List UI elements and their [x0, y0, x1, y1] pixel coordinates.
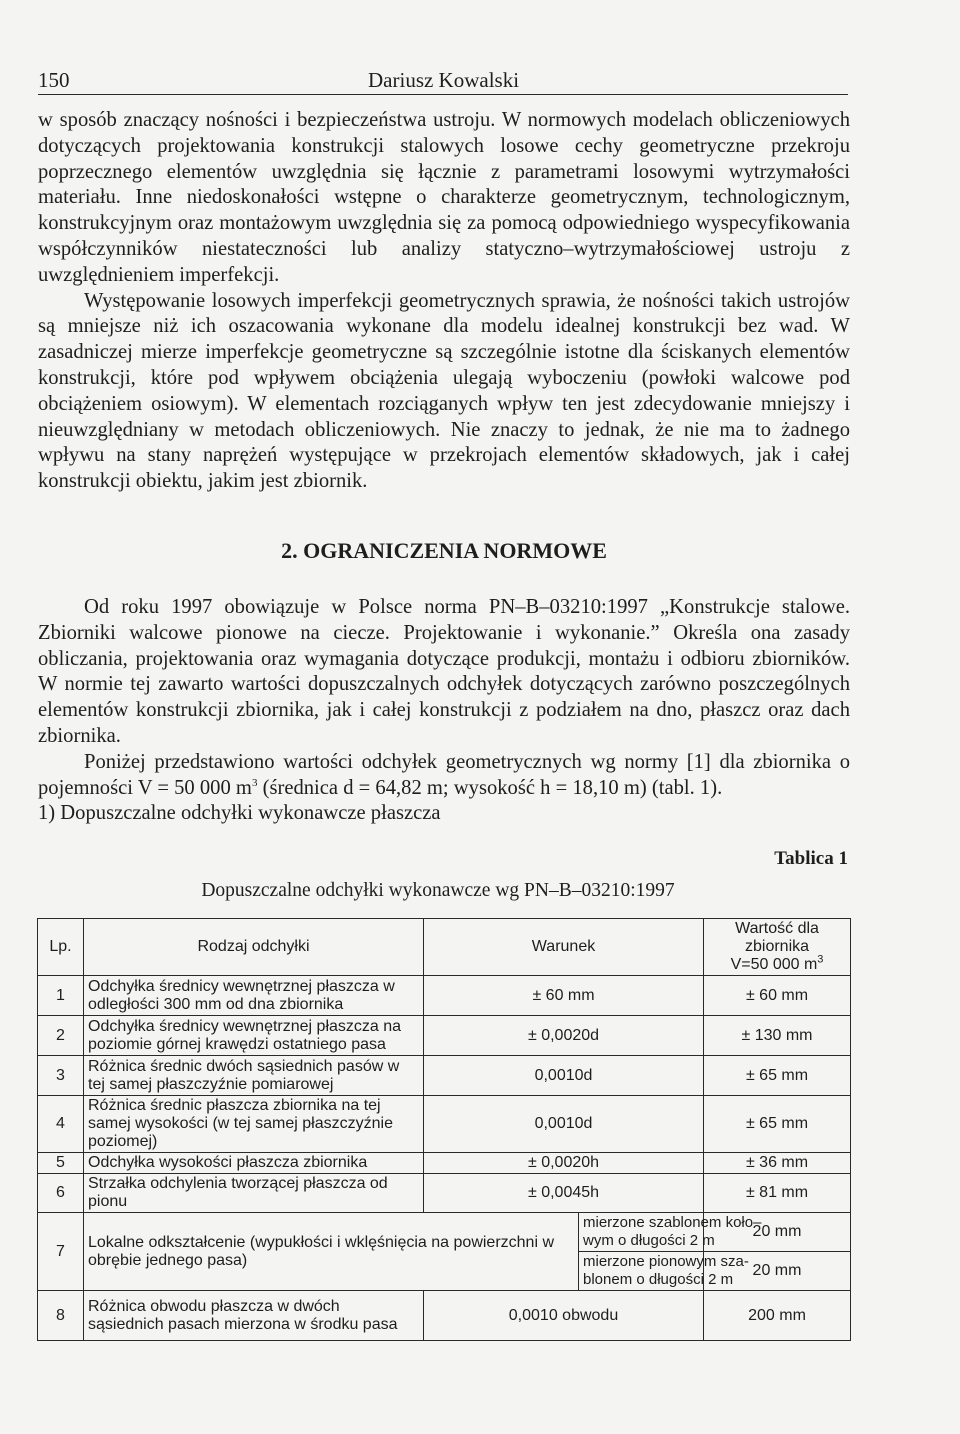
cell-type: Odchyłka średnicy wewnętrznej płaszcza na poziomie górnej krawędzi ostatniego pasa [84, 1016, 424, 1056]
cell-value: 200 mm [704, 1291, 851, 1341]
cell-lp: 2 [38, 1016, 84, 1056]
cell-type: Odchyłka wysokości płaszcza zbiornika [84, 1153, 424, 1174]
header-author: Dariusz Kowalski [368, 68, 520, 92]
table-row [38, 1096, 851, 1153]
cell-lp: 4 [38, 1096, 84, 1153]
table-number: Tablica 1 [774, 848, 848, 869]
cell-type: Odchyłka średnicy wewnętrznej płaszcza w odległości 300 mm od dna zbiornika [84, 976, 424, 1016]
body-text-2 [38, 595, 850, 827]
cell-lp: 7 [38, 1213, 84, 1291]
header-value-sup: 3 [817, 953, 824, 966]
cell-type: Różnica obwodu płaszcza w dwóch sąsiednich pasach mierzona w środku pasa [84, 1291, 424, 1341]
header-condition: Warunek [424, 919, 704, 976]
deviation-table [37, 918, 851, 1341]
table-row [38, 1153, 851, 1174]
cell-value: 20 mm [704, 1213, 851, 1252]
cell-condition: 0,0010 obwodu [424, 1291, 704, 1341]
volume-text-end: (średnica d = 64,82 m; wysokość h = 18,10 m) (tabl. 1). [257, 776, 723, 799]
subcondition-2a: mierzone pionowym sza- [583, 1253, 749, 1270]
header-value-line2: V=50 000 m [730, 956, 818, 973]
cell-value: ± 65 mm [704, 1056, 851, 1096]
subcondition-1b: wym o długości 2 m [583, 1232, 715, 1249]
cell-lp: 6 [38, 1174, 84, 1213]
cell-lp: 3 [38, 1056, 84, 1096]
cell-value: ± 65 mm [704, 1096, 851, 1153]
cell-lp: 5 [38, 1153, 84, 1174]
cell-condition: ± 0,0045h [424, 1174, 704, 1213]
table-row [38, 1016, 851, 1056]
cell-type: Lokalne odkształcenie (wypukłości i wklęśnięcia na powierzchni w obrębie jednego pasa) [84, 1213, 579, 1291]
cell-subcondition [579, 1252, 749, 1291]
paragraph-volume [38, 750, 850, 802]
cell-value: ± 36 mm [704, 1153, 851, 1174]
table-header-row [38, 919, 851, 976]
cell-lp: 1 [38, 976, 84, 1016]
cell-condition: ± 0,0020h [424, 1153, 704, 1174]
cell-value: ± 130 mm [704, 1016, 851, 1056]
cell-value: ± 81 mm [704, 1174, 851, 1213]
list-item: 1) Dopuszczalne odchyłki wykonawcze płaszcza [38, 802, 441, 825]
cell-condition: 0,0010d [424, 1096, 704, 1153]
paragraph: Występowanie losowych imperfekcji geometrycznych sprawia, że nośności takich ustrojów są mniejsze niż ich oszacowania wykonane dla modelu idealnej konstrukcji bez wad. W zasadniczej mierze imperfekcje geometryczne są szczególnie istotne dla ściskanych elementów konstrukcji, które pod wpływem obciążenia ulegają wyboczeniu (powłoki walcowe pod obciążeniem osiowym). W elementach rozciąganych wpływ ten jest zdecydowanie mniejszy i nieuwzględniany w metodach obliczeniowych. Nie znaczy to jednak, że nie ma to żadnego wpływu na stany naprężeń występujące w przekrojach elementów składowych, jak i całej konstrukcji obiektu, jakim jest zbiornik. [38, 289, 850, 493]
cell-lp: 8 [38, 1291, 84, 1341]
cell-condition: 0,0010d [424, 1056, 704, 1096]
table-row [38, 976, 851, 1016]
table-row [38, 1213, 851, 1252]
paragraph: Od roku 1997 obowiązuje w Polsce norma PN–B–03210:1997 „Konstrukcje stalowe. Zbiorniki walcowe pionowe na ciecze. Projektowanie i wykonanie.” Określa ona zasady obliczania, projektowania oraz wymagania dotyczące produkcji, montażu i odbioru zbiorników. W normie tej zawarto wartości dopuszczalnych odchyłek dotyczących zarówno poszczególnych elementów konstrukcji zbiornika, jak i całej konstrukcji z podziałem na dno, płaszcz oraz dach zbiornika. [38, 596, 850, 747]
cell-type: Strzałka odchylenia tworzącej płaszcza od pionu [84, 1174, 424, 1213]
cell-type: Różnica średnic dwóch sąsiednich pasów w tej samej płaszczyźnie pomiarowej [84, 1056, 424, 1096]
header-value [704, 919, 851, 976]
table-row [38, 1174, 851, 1213]
header-type: Rodzaj odchyłki [84, 919, 424, 976]
volume-text: Poniżej przedstawiono wartości odchyłek geometrycznych wg normy [1] dla zbiornika o pojemności V = 50 000 m [38, 750, 850, 799]
subcondition-2b: blonem o długości 2 m [583, 1271, 734, 1288]
page-number: 150 [38, 68, 70, 92]
volume-sup: 3 [251, 776, 258, 789]
paragraph: w sposób znaczący nośności i bezpieczeństwa ustroju. W normowych modelach obliczeniowych dotyczących projektowania konstrukcji stalowych losowe cechy geometryczne przekroju poprzecznego elementów uwzględnia się łącznie z parametrami losowymi wytrzymałości materiału. Inne niedoskonałości wstępne o charakterze geometrycznym, technologicznym, konstrukcyjnym oraz montażowym uwzględnia się za pomocą odpowiedniego wyspecyfikowania współczynników niestateczności lub analizy statyczno–wytrzymałościowej ustroju z uwzględnieniem imperfekcji. [38, 109, 850, 286]
cell-condition: ± 60 mm [424, 976, 704, 1016]
table-row [38, 1056, 851, 1096]
table-caption: Dopuszczalne odchyłki wykonawcze wg PN–B–03210:1997 [201, 880, 675, 901]
header-value-line1: Wartość dla zbiornika [735, 920, 819, 955]
section-heading: 2. OGRANICZENIA NORMOWE [281, 538, 607, 563]
cell-value: ± 60 mm [704, 976, 851, 1016]
table-row [38, 1291, 851, 1341]
cell-condition: ± 0,0020d [424, 1016, 704, 1056]
cell-subcondition [579, 1213, 762, 1252]
subcondition-1a: mierzone szablonem koło– [583, 1214, 762, 1231]
body-text [38, 108, 850, 495]
header-lp: Lp. [38, 919, 84, 976]
running-header [38, 64, 848, 95]
cell-type: Różnica średnic płaszcza zbiornika na tej samej wysokości (w tej samej płaszczyźnie poziomej) [84, 1096, 424, 1153]
cell-value: 20 mm [704, 1252, 851, 1291]
